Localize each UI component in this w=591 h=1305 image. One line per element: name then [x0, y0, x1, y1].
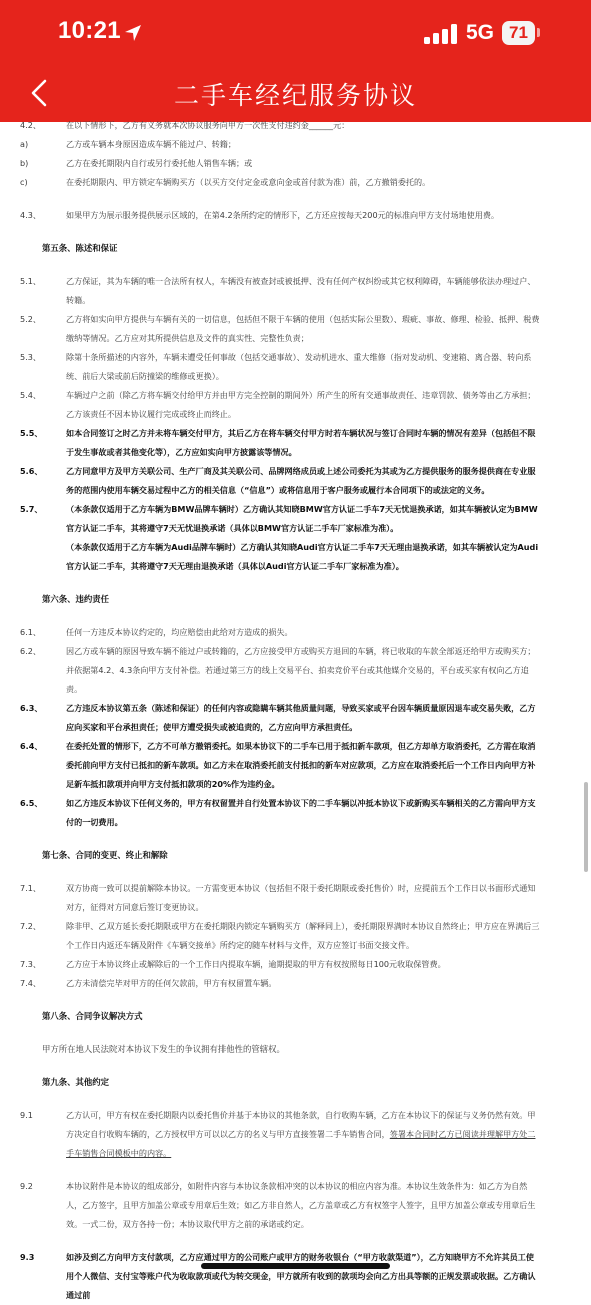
clause-number: 9.3: [20, 1252, 35, 1262]
document-content: [0, 116, 591, 1305]
clause-text: 双方协商一致可以提前解除本协议。一方需变更本协议（包括但不限于委托期限或委托售价）时，应提前五个工作日以书面形式通知对方，征得对方同意后签订变更协议。: [66, 883, 536, 912]
clause-text: 除第十条所描述的内容外，车辆未遭受任何事故（包括交通事故）、发动机进水、重大维修（指对发动机、变速箱、离合器、转向系统、前后大梁或前后防撞梁的维修或更换）。: [66, 352, 532, 381]
clause-number: 5.4、: [20, 390, 41, 400]
page-title: 二手车经纪服务协议: [173, 81, 417, 110]
section-heading: 第六条、违约责任: [42, 594, 109, 604]
paragraph-gap: [0, 192, 591, 206]
clause-number: 9.2: [20, 1181, 33, 1191]
paragraph-gap: [0, 609, 591, 623]
clause-paragraph: [20, 154, 541, 173]
clause-text: （本条款仅适用于乙方车辆为Audi品牌车辆时）乙方确认其知晓Audi官方认证二手车7天无理由退换承诺，如其车辆被认定为Audi官方认证二手车，其将遵守7天无理由退换承诺（具体以Audi官方认证二手车厂家标准为准）。: [66, 542, 539, 571]
clause-paragraph: [20, 642, 541, 699]
clause-text: 本协议附件是本协议的组成部分，如附件内容与本协议条款相冲突的以本协议的相应内容为准。本协议生效条件为：如乙方为自然人，乙方签字，且甲方加盖公章或专用章后生效；如乙方非自然人，乙方盖章或乙方有权签字人签字，且甲方加盖公章或专用章后生效。一式二份，双方各持一份；本协议取代甲方之前的承诺或约定。: [66, 1181, 536, 1229]
section-heading: 第五条、陈述和保证: [42, 243, 118, 253]
clause-paragraph: [20, 955, 541, 974]
paragraph-gap: [0, 1234, 591, 1248]
clause-number: 7.1、: [20, 883, 41, 893]
paragraph-gap: [0, 258, 591, 272]
clause-text: （本条款仅适用于乙方车辆为BMW品牌车辆时）乙方确认其知晓BMW官方认证二手车7天无忧退换承诺，如其车辆被认定为BMW官方认证二手车，其将遵守7天无忧退换承诺（具体以BMW官方认证二手车厂家标准为准）。: [66, 504, 538, 533]
clause-number: 7.3、: [20, 959, 41, 969]
clause-paragraph: [20, 699, 541, 737]
clause-number: 6.3、: [20, 703, 43, 713]
clause-paragraph: [20, 917, 541, 955]
clause-text: 在委托处置的情形下，乙方不可单方撤销委托。如果本协议下的二手车已用于抵扣新车款项，但乙方却单方取消委托，乙方需在取消委托前向甲方支付已抵扣的新车款项。如乙方未在取消委托前支付抵扣的新车对应款项，乙方应在取消委托后一个工作日内向甲方补足新车抵扣款项并向甲方支付抵扣款项的20%作为违约金。: [66, 741, 536, 789]
section-heading: 第八条、合同争议解决方式: [42, 1011, 143, 1021]
document-viewer[interactable]: [0, 120, 591, 1300]
battery-tip: [537, 28, 540, 37]
clause-number: 5.1、: [20, 276, 41, 286]
cellular-signal-icon: [424, 24, 458, 44]
clause-text: 在委托期限内、甲方锁定车辆购买方（以买方交付定金或意向金或首付款为准）前，乙方撤销委托的。: [66, 177, 431, 187]
clause-paragraph: [20, 462, 541, 500]
section-heading: 第九条、其他约定: [42, 1077, 109, 1087]
clause-number: 9.1: [20, 1110, 33, 1120]
clause-paragraph: [20, 1177, 541, 1234]
clause-paragraph: [20, 135, 541, 154]
paragraph-gap: [0, 832, 591, 846]
clause-number: 6.5、: [20, 798, 43, 808]
clause-text: 乙方将如实向甲方提供与车辆有关的一切信息，包括但不限于车辆的使用（包括实际公里数）、瑕疵、事故、修理、检验、抵押、税费缴纳等情况。乙方应对其所提供信息及文件的真实性、完整性负责；: [66, 314, 540, 343]
clause-number: 7.4、: [20, 978, 41, 988]
clause-number: b): [20, 158, 29, 168]
clause-number: 5.6、: [20, 466, 43, 476]
clause-paragraph: [20, 1248, 541, 1305]
clause-paragraph: [20, 500, 541, 538]
clause-text: 除非甲、乙双方延长委托期限或甲方在委托期限内锁定车辆购买方（解释同上），委托期限界满时本协议自然终止；甲方应在界满后三个工作日内返还车辆及附件《车辆交接单》所约定的随车材料与文件，双方应签订书面交接文件。: [66, 921, 540, 950]
clause-text: 如乙方违反本协议下任何义务的，甲方有权留置并自行处置本协议下的二手车辆以冲抵本协议下或新购买车辆相关的乙方需向甲方支付的一切费用。: [66, 798, 536, 827]
clause-paragraph: [20, 879, 541, 917]
home-indicator[interactable]: [201, 1263, 390, 1269]
clause-number: 6.1、: [20, 627, 41, 637]
clause-number: 4.3、: [20, 210, 41, 220]
clause-text: 任何一方违反本协议约定的，均应赔偿由此给对方造成的损失。: [66, 627, 293, 637]
clause-text: 如本合同签订之时乙方并未将车辆交付甲方，其后乙方在将车辆交付甲方时若车辆状况与签订合同时车辆的情况有差异（包括但不限于发生事故或者其他变化等），乙方应如实向甲方披露该等情况。: [66, 428, 536, 457]
clause-number: 5.2、: [20, 314, 41, 324]
clause-paragraph: [20, 272, 541, 310]
clause-number: 4.2、: [20, 120, 41, 130]
network-type: 5G: [466, 21, 495, 44]
status-bar: [0, 0, 591, 62]
paragraph-gap: [0, 1026, 591, 1040]
clause-number: 6.4、: [20, 741, 43, 751]
clause-text: 因乙方或车辆的原因导致车辆不能过户或转籍的，乙方应接受甲方或购买方退回的车辆，将已收取的车款全部返还给甲方或购买方；并依据第4.2、4.3条向甲方支付补偿。若通过第三方的线上交易平台、拍卖竞价平台或其他媒介交易的，平台或买家有权向乙方追责。: [66, 646, 536, 694]
section-heading: 第七条、合同的变更、终止和解除: [42, 850, 168, 860]
clause-text: 乙方同意甲方及甲方关联公司、生产厂商及其关联公司、品牌网络成员或上述公司委托为其或为乙方提供服务的服务提供商在专业服务的范围内使用车辆交易过程中乙方的相关信息（“信息”）或将信息用于客户服务或履行本合同项下的或法定的义务。: [66, 466, 536, 495]
clause-paragraph: [20, 310, 541, 348]
app-header: [0, 0, 591, 122]
battery-icon: 71: [502, 21, 535, 45]
clause-text: 乙方违反本协议第五条（陈述和保证）的任何内容或隐瞒车辆其他质量问题，导致买家或平台因车辆质量原因退车或交易失败，乙方应向买家和平台承担责任；使甲方遭受损失或被追责的，乙方应向甲方承担责任。: [66, 703, 536, 732]
clause-paragraph: [20, 737, 541, 794]
paragraph-gap: [0, 225, 591, 239]
clause-number: 5.5、: [20, 428, 43, 438]
clause-number: 7.2、: [20, 921, 41, 931]
paragraph-gap: [0, 865, 591, 879]
clause-paragraph: [20, 386, 541, 424]
status-time: 10:21: [58, 17, 121, 44]
clause-paragraph: [20, 424, 541, 462]
clause-text: 乙方认可，甲方有权在委托期限内以委托售价并基于本协议的其他条款，自行收购车辆，乙方在本协议下的保证与义务仍然有效。甲方决定自行收购车辆的，乙方授权甲方可以以乙方的名义与甲方直接签署二手车销售合同，: [66, 1110, 536, 1139]
clause-text: 乙方保证，其为车辆的唯一合法所有权人，车辆没有被查封或被抵押、没有任何产权纠纷或其它权利障碍，车辆能够依法办理过户、转籍。: [66, 276, 536, 305]
paragraph-gap: [0, 993, 591, 1007]
clause-paragraph: [20, 206, 541, 225]
clause-text: 乙方应于本协议终止或解除后的一个工作日内提取车辆，逾期提取的甲方有权按照每日100元收取保管费。: [66, 959, 446, 969]
paragraph-gap: [0, 1092, 591, 1106]
paragraph-gap: [0, 576, 591, 590]
clause-number: c): [20, 177, 28, 187]
clause-paragraph: [20, 1106, 541, 1163]
clause-paragraph: [20, 794, 541, 832]
paragraph-gap: [0, 1163, 591, 1177]
scrollbar-thumb[interactable]: [584, 782, 588, 872]
clause-number: 5.7、: [20, 504, 43, 514]
clause-number: 5.3、: [20, 352, 41, 362]
clause-text: 车辆过户之前（除乙方将车辆交付给甲方并由甲方完全控制的期间外）所产生的所有交通事故责任、违章罚款、债务等由乙方承担；乙方该责任不因本协议履行完成或终止而终止。: [66, 390, 536, 419]
clause-text: 甲方所在地人民法院对本协议下发生的争议拥有排他性的管辖权。: [42, 1044, 285, 1054]
underlined-clause-text: 签署本合同时乙方已阅读并理解甲方处二手车销售合同模板中的内容。: [66, 1129, 536, 1158]
clause-text: 乙方未清偿完毕对甲方的任何欠款前，甲方有权留置车辆。: [66, 978, 277, 988]
clause-paragraph: [20, 116, 541, 135]
clause-text: 乙方或车辆本身原因造成车辆不能过户、转籍；: [66, 139, 236, 149]
clause-text: 如涉及到乙方向甲方支付款项，乙方应通过甲方的公司账户或甲方的财务收银台（“甲方收款渠道”），乙方知晓甲方不允许其员工使用个人微信、支付宝等账户代为收取款项或代为转交现金，甲方就所有收到的款项均会向乙方出具等额的正规发票或收据。乙方确认通过前: [66, 1252, 536, 1300]
location-arrow-icon: [123, 23, 143, 43]
clause-paragraph: [66, 538, 541, 576]
clause-paragraph: [20, 623, 541, 642]
clause-paragraph: [20, 974, 541, 993]
clause-text: 乙方在委托期限内自行或另行委托他人销售车辆；或: [66, 158, 253, 168]
paragraph-gap: [0, 1059, 591, 1073]
clause-text: 如果甲方为展示服务提供展示区域的，在第4.2条所约定的情形下，乙方还应按每天200元的标准向甲方支付场地使用费。: [66, 210, 500, 220]
clause-number: a): [20, 139, 29, 149]
clause-number: 6.2、: [20, 646, 41, 656]
clause-paragraph: [20, 348, 541, 386]
clause-paragraph: [20, 173, 541, 192]
clause-text: 在以下情形下，乙方有义务就本次协议服务向甲方一次性支付违约金______元：: [66, 120, 350, 130]
